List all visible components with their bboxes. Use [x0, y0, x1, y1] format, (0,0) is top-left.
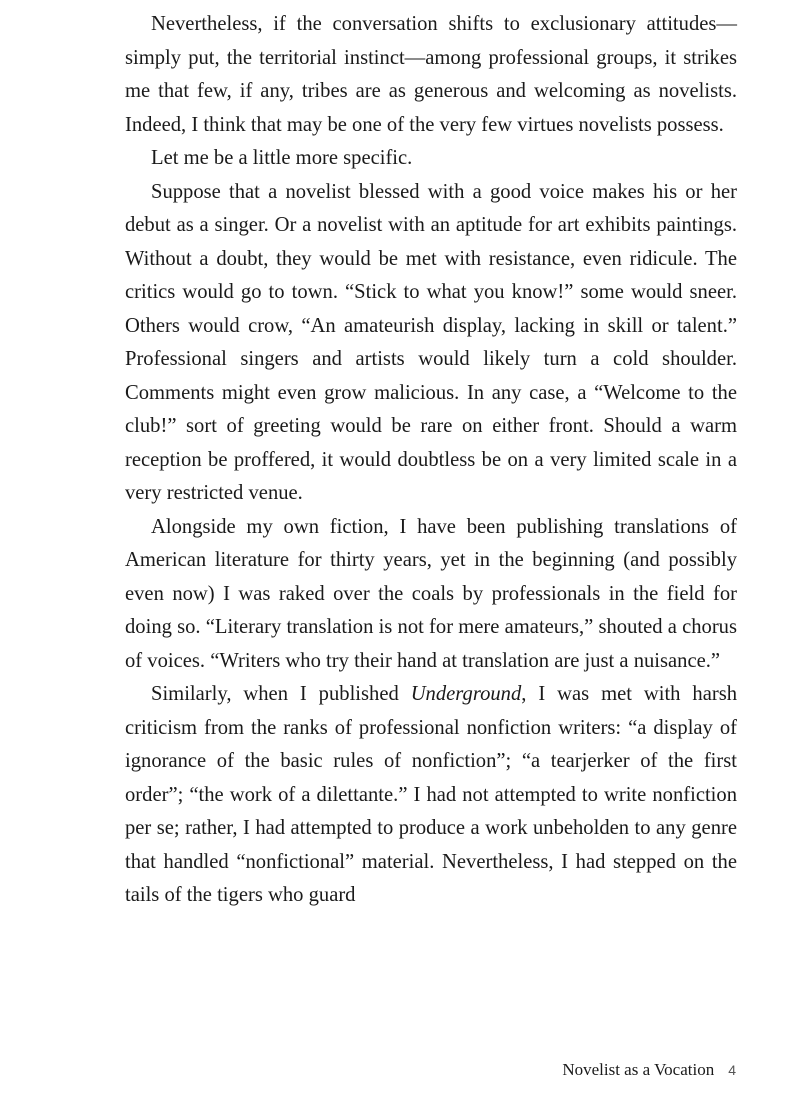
paragraph: Nevertheless, if the conversation shifts to exclusionary attitudes—simply put, the territorial instinct—among professional groups, it strikes me that few, if any, tribes are as generous and welcoming as novelists. Indeed, I think that may be one of the very few virtues novelists possess. — [125, 13, 737, 136]
page-footer — [562, 1058, 736, 1082]
page-number: 4 — [728, 1062, 736, 1078]
paragraph-underground — [125, 678, 737, 913]
paragraph-text: Similarly, when I published — [151, 683, 411, 705]
page-body — [125, 8, 737, 913]
paragraph-text: , I was met with harsh criticism from the ranks of professional nonfiction writers: “a display of ignorance of the basic rules of nonfiction”; “a tearjerker of the first order”; “the work of a dilettante.” I had not attempted to write nonfiction per se; rather, I had attempted to produce a work unbeholden to any genre that handled “nonfictional” material. Nevertheless, I had stepped on the tails of the tigers who guard — [125, 683, 738, 906]
book-title: Underground — [410, 683, 522, 705]
paragraph: Alongside my own fiction, I have been publishing translations of American literature for thirty years, yet in the beginning (and possibly even now) I was raked over the coals by professionals in the field for doing so. “Literary translation is not for mere amateurs,” shouted a chorus of voices. “Writers who try their hand at translation are just a nuisance.” — [125, 515, 737, 672]
running-head: Novelist as a Vocation — [562, 1060, 715, 1079]
paragraph: Let me be a little more specific. — [151, 147, 413, 169]
paragraph: Suppose that a novelist blessed with a good voice makes his or her debut as a singer. Or a novelist with an aptitude for art exhibits paintings. Without a doubt, they would be met with resistance, even ridicule. The critics would go to town. “Stick to what you know!” some would sneer. Others would crow, “An amateurish display, lacking in skill or talent.” Professional singers and artists would likely turn a cold shoulder. Comments might even grow malicious. In any case, a “Welcome to the club!” sort of greeting would be rare on either front. Should a warm reception be proffered, it would doubtless be on a very limited scale in a very restricted venue. — [125, 180, 737, 504]
